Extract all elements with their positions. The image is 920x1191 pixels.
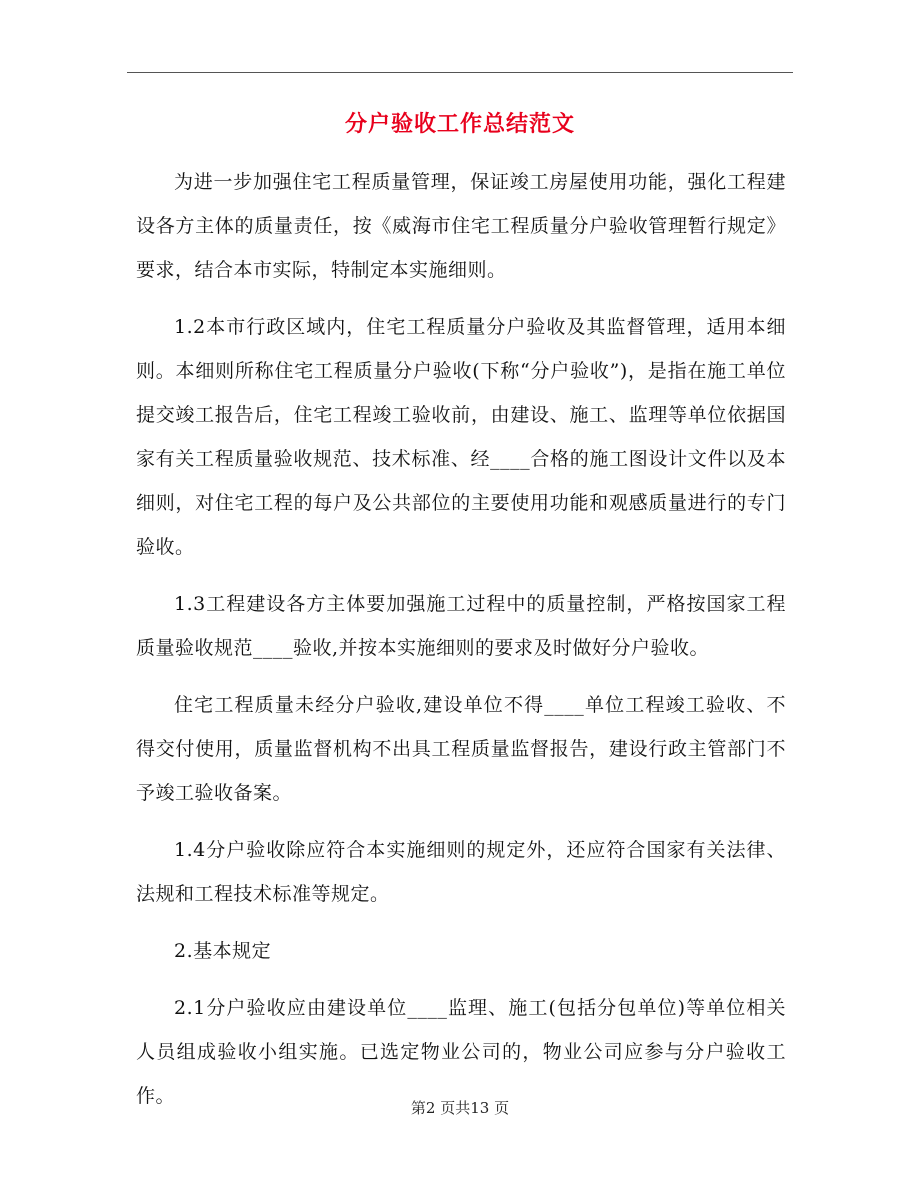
paragraph-2-1: 2.1分户验收应由建设单位____监理、施工(包括分包单位)等单位相关人员组成验收小组实施。已选定物业公司的，物业公司应参与分户验收工作。 <box>136 997 786 1107</box>
section-heading-basic-rules: 2.基本规定 <box>174 940 272 962</box>
paragraph-1-2: 1.2本市行政区域内，住宅工程质量分户验收及其监督管理，适用本细则。本细则所称住宅工程质量分户验收(下称“分户验收”)，是指在施工单位提交竣工报告后，住宅工程竣工验收前，由建设、施工、监理等单位依据国家有关工程质量验收规范、技术标准、经____合格的施工图设计文件以及本细则，对住宅工程的每户及公共部位的主要使用功能和观感质量进行的专门验收。 <box>136 316 786 558</box>
document-title: 分户验收工作总结范文 <box>344 111 575 137</box>
paragraph-intro: 为进一步加强住宅工程质量管理，保证竣工房屋使用功能，强化工程建设各方主体的质量责任，按《威海市住宅工程质量分户验收管理暂行规定》要求，结合本市实际，特制定本实施细则。 <box>136 171 786 281</box>
paragraph-1-4: 1.4分户验收除应符合本实施细则的规定外，还应符合国家有关法律、法规和工程技术标准等规定。 <box>136 839 786 905</box>
paragraph-1-3: 1.3工程建设各方主体要加强施工过程中的质量控制，严格按国家工程质量验收规范____验收,并按本实施细则的要求及时做好分户验收。 <box>136 593 786 659</box>
paragraph-acceptance-requirement: 住宅工程质量未经分户验收,建设单位不得____单位工程竣工验收、不得交付使用，质量监督机构不出具工程质量监督报告，建设行政主管部门不予竣工验收备案。 <box>136 694 786 804</box>
header-rule <box>127 72 793 73</box>
page-number: 第2 页共13 页 <box>410 1099 510 1117</box>
document-body <box>136 160 786 1131</box>
